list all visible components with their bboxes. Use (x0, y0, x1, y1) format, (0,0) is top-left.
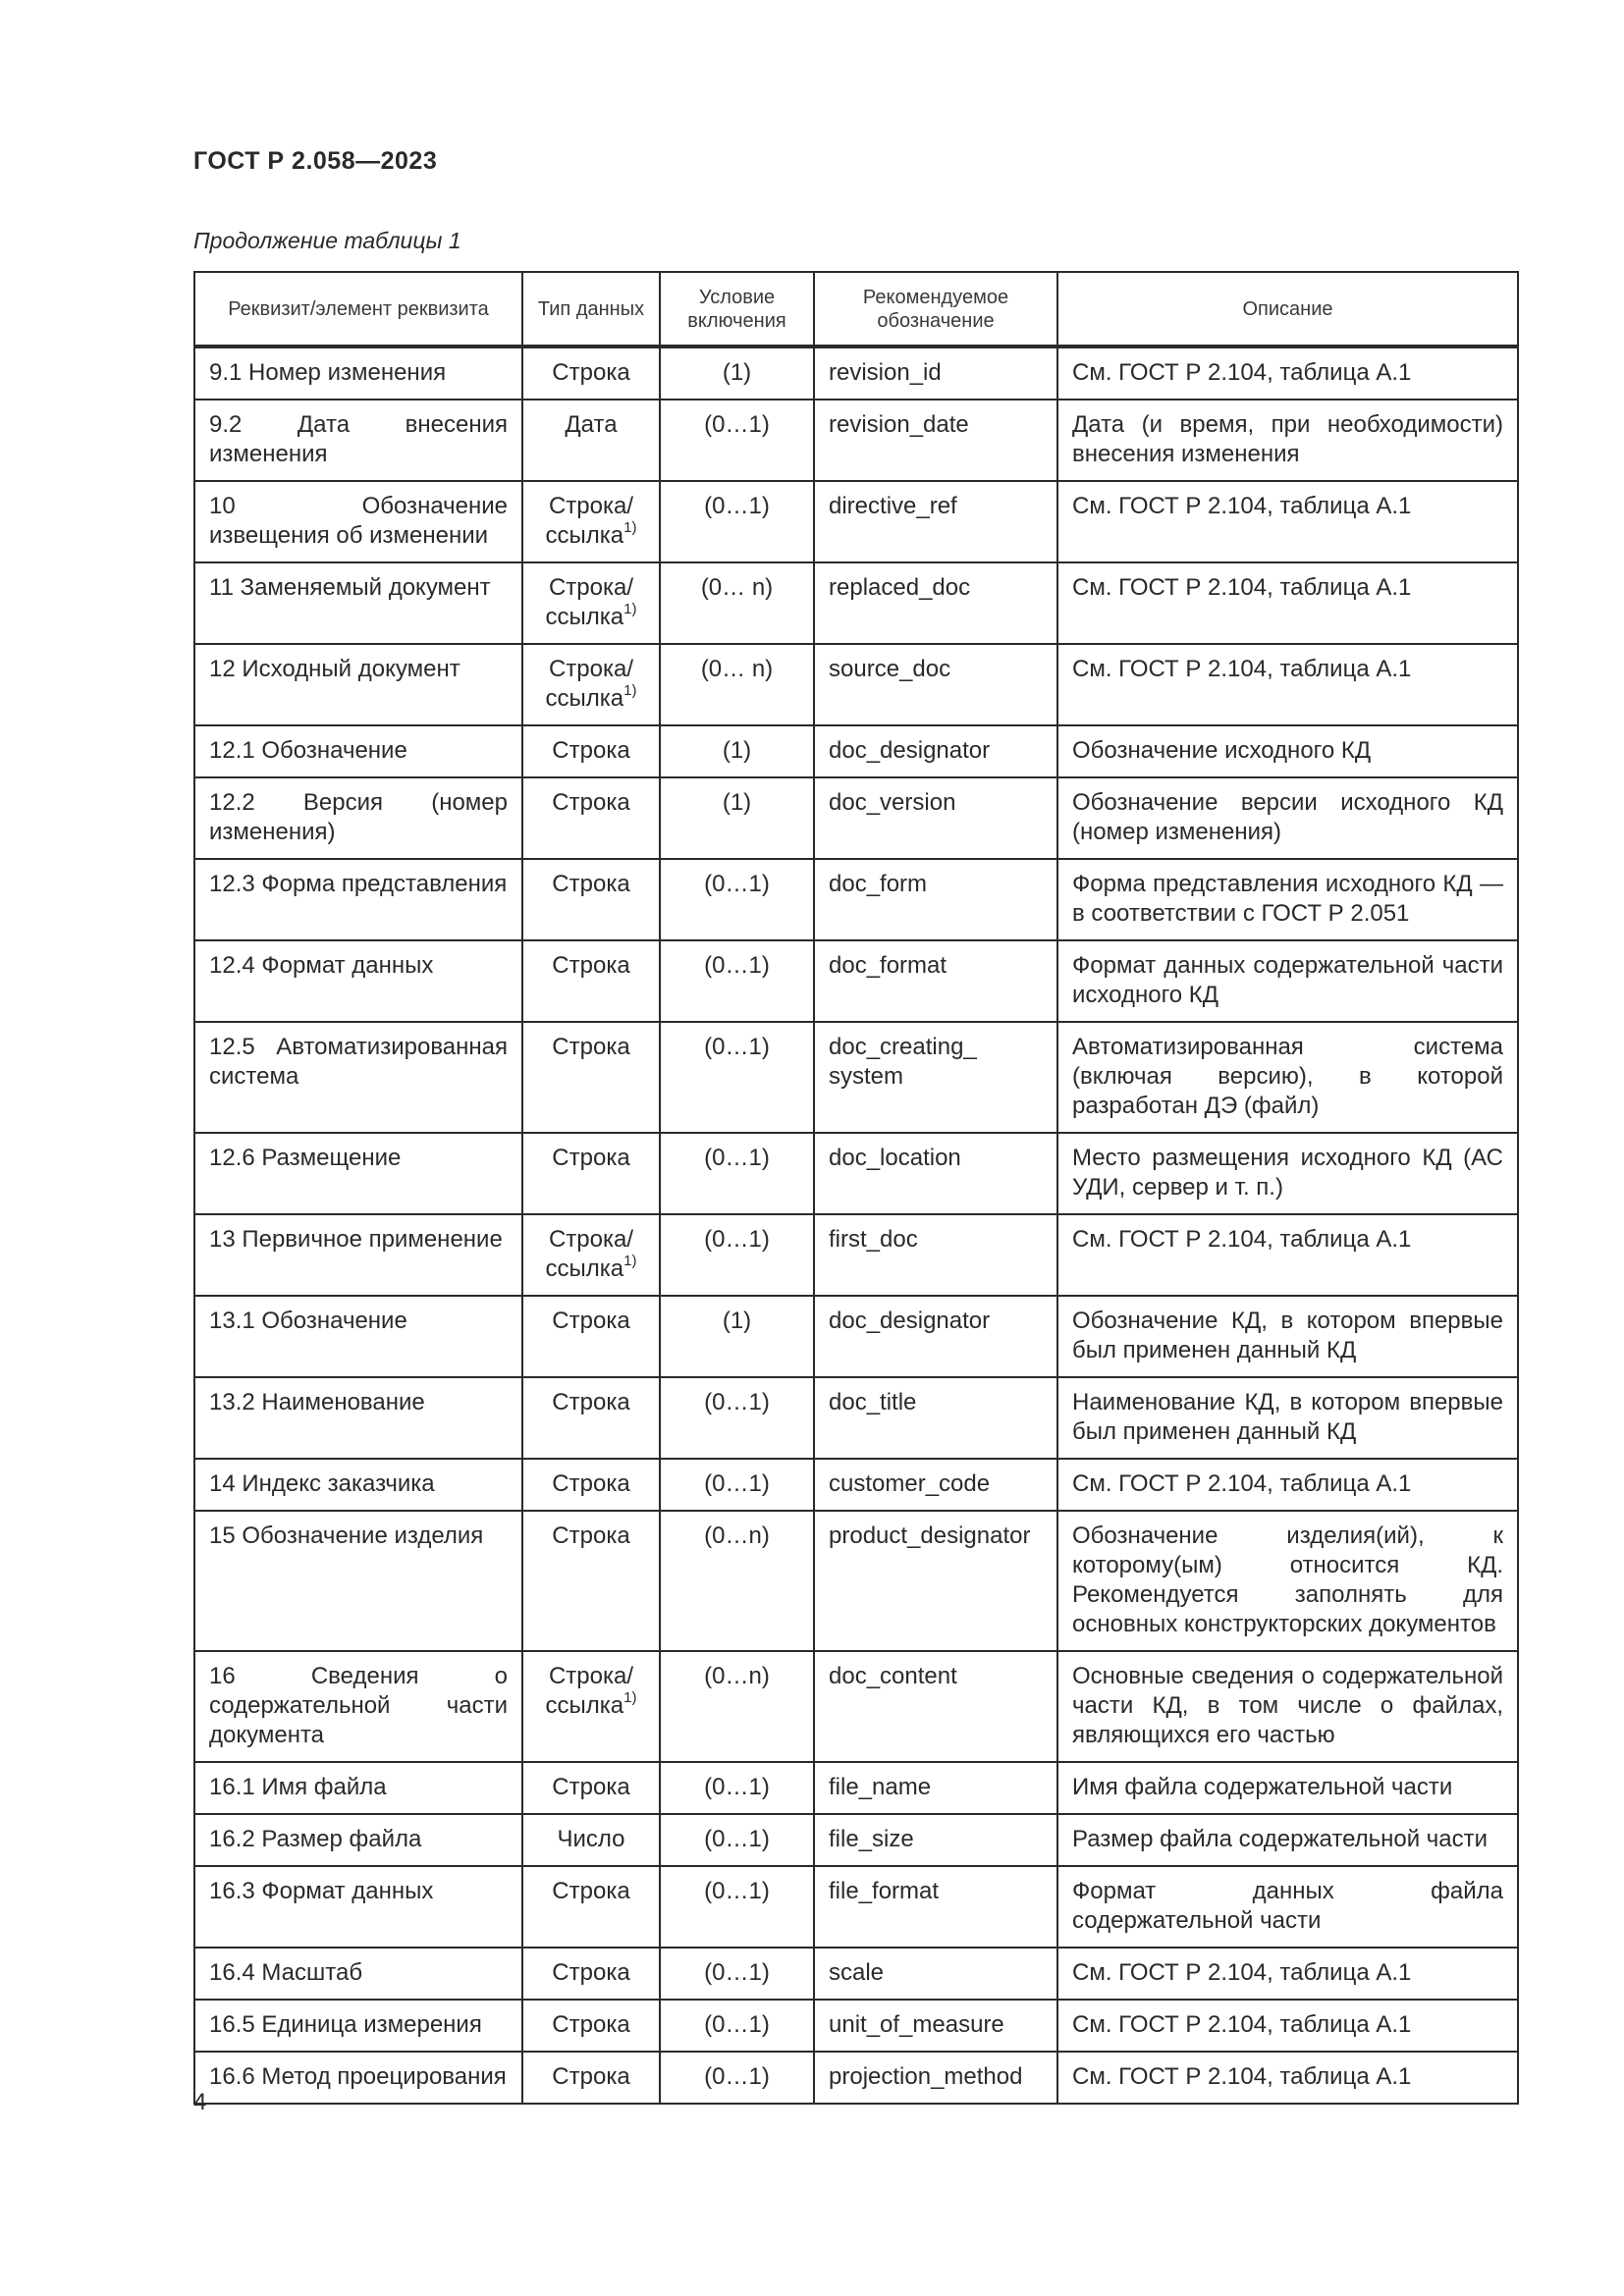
footnote-marker: 1) (623, 1253, 637, 1269)
table-row (194, 562, 1518, 644)
inclusion-condition-cell: (0…1) (660, 1214, 814, 1296)
inclusion-condition-cell: (0…n) (660, 1511, 814, 1651)
requisites-table (193, 271, 1519, 2105)
inclusion-condition-cell: (0…1) (660, 1022, 814, 1133)
header-requisite: Реквизит/элемент реквизита (194, 272, 522, 347)
description-cell: См. ГОСТ Р 2.104, таблица А.1 (1057, 1948, 1518, 2000)
requisite-cell: 16.5 Единица измерения (194, 2000, 522, 2052)
table-row (194, 1133, 1518, 1214)
description-cell: Основные сведения о содержательной части КД, в том числе о файлах, являющихся его частью (1057, 1651, 1518, 1762)
recommended-designation-cell: customer_code (814, 1459, 1057, 1511)
inclusion-condition-cell: (1) (660, 777, 814, 859)
data-type-text: Строка (552, 2063, 630, 2090)
table-row (194, 2000, 1518, 2052)
standard-title: ГОСТ Р 2.058—2023 (193, 147, 438, 175)
data-type-cell (522, 1459, 660, 1511)
data-type-cell (522, 562, 660, 644)
data-type-cell (522, 1214, 660, 1296)
data-type-text: Строка (552, 1959, 630, 1986)
table-row (194, 1948, 1518, 2000)
recommended-designation-cell: doc_designator (814, 725, 1057, 777)
table-row (194, 1866, 1518, 1948)
description-cell: Дата (и время, при необходимости) внесения изменения (1057, 400, 1518, 481)
table-row (194, 1022, 1518, 1133)
requisite-cell: 13 Первичное применение (194, 1214, 522, 1296)
requisite-cell: 12.3 Форма представления (194, 859, 522, 940)
data-type-cell (522, 347, 660, 400)
inclusion-condition-cell: (0…1) (660, 1459, 814, 1511)
data-type-text: Строка (552, 1389, 630, 1415)
recommended-designation-cell: first_doc (814, 1214, 1057, 1296)
table-body (194, 347, 1518, 2104)
header-data-type: Тип данных (522, 272, 660, 347)
data-type-text: Строка/ ссылка (545, 493, 634, 549)
inclusion-condition-cell: (0…n) (660, 1651, 814, 1762)
table-continuation-label: Продолжение таблицы 1 (193, 228, 461, 253)
data-type-cell (522, 1948, 660, 2000)
requisite-cell: 9.1 Номер изменения (194, 347, 522, 400)
data-type-text: Строка (552, 789, 630, 816)
description-cell: См. ГОСТ Р 2.104, таблица А.1 (1057, 481, 1518, 562)
inclusion-condition-cell: (0…1) (660, 2052, 814, 2104)
description-cell: Формат данных файла содержательной части (1057, 1866, 1518, 1948)
recommended-designation-cell: scale (814, 1948, 1057, 2000)
description-cell: Обозначение КД, в котором впервые был применен данный КД (1057, 1296, 1518, 1377)
table-row (194, 400, 1518, 481)
recommended-designation-cell: doc_location (814, 1133, 1057, 1214)
requisite-cell: 10 Обозначение извещения об изменении (194, 481, 522, 562)
footnote-marker: 1) (623, 682, 637, 699)
data-type-cell (522, 1377, 660, 1459)
recommended-designation-cell: directive_ref (814, 481, 1057, 562)
requisite-cell: 15 Обозначение изделия (194, 1511, 522, 1651)
table-row (194, 725, 1518, 777)
description-cell: См. ГОСТ Р 2.104, таблица А.1 (1057, 644, 1518, 725)
data-type-cell (522, 2052, 660, 2104)
table-header (194, 272, 1518, 347)
inclusion-condition-cell: (0…1) (660, 940, 814, 1022)
table-row (194, 1214, 1518, 1296)
header-recommended-designation: Рекомендуемое обозначение (814, 272, 1057, 347)
description-cell: См. ГОСТ Р 2.104, таблица А.1 (1057, 347, 1518, 400)
recommended-designation-cell: doc_format (814, 940, 1057, 1022)
data-type-text: Число (557, 1826, 625, 1852)
description-cell: Место размещения исходного КД (АС УДИ, сервер и т. п.) (1057, 1133, 1518, 1214)
recommended-designation-cell: file_size (814, 1814, 1057, 1866)
inclusion-condition-cell: (0…1) (660, 1133, 814, 1214)
requisite-cell: 12.6 Размещение (194, 1133, 522, 1214)
header-row (194, 272, 1518, 347)
table-row (194, 2052, 1518, 2104)
description-cell: Наименование КД, в котором впервые был применен данный КД (1057, 1377, 1518, 1459)
description-cell: См. ГОСТ Р 2.104, таблица А.1 (1057, 1214, 1518, 1296)
table-row (194, 481, 1518, 562)
footnote-marker: 1) (623, 1689, 637, 1706)
requisite-cell: 16.1 Имя файла (194, 1762, 522, 1814)
data-type-text: Строка (552, 1878, 630, 1904)
requisite-cell: 16.2 Размер файла (194, 1814, 522, 1866)
requisite-cell: 13.2 Наименование (194, 1377, 522, 1459)
requisite-cell: 12.2 Версия (номер изменения) (194, 777, 522, 859)
table-row (194, 1814, 1518, 1866)
data-type-text: Строка (552, 1034, 630, 1060)
recommended-designation-cell: doc_creating_ system (814, 1022, 1057, 1133)
recommended-designation-cell: doc_form (814, 859, 1057, 940)
inclusion-condition-cell: (1) (660, 1296, 814, 1377)
data-type-text: Строка (552, 871, 630, 897)
table-row (194, 1296, 1518, 1377)
table-row (194, 859, 1518, 940)
requisite-cell: 16 Сведения о содержательной части документа (194, 1651, 522, 1762)
requisite-cell: 16.4 Масштаб (194, 1948, 522, 2000)
data-type-text: Строка/ ссылка (545, 574, 634, 630)
table-row (194, 1762, 1518, 1814)
data-type-text: Строка/ ссылка (545, 1663, 634, 1719)
inclusion-condition-cell: (1) (660, 347, 814, 400)
table-row (194, 1459, 1518, 1511)
inclusion-condition-cell: (0…1) (660, 859, 814, 940)
data-type-text: Строка (552, 359, 630, 386)
table-row (194, 1511, 1518, 1651)
data-type-cell (522, 1022, 660, 1133)
description-cell: Размер файла содержательной части (1057, 1814, 1518, 1866)
requisite-cell: 12.4 Формат данных (194, 940, 522, 1022)
inclusion-condition-cell: (0…1) (660, 481, 814, 562)
recommended-designation-cell: doc_title (814, 1377, 1057, 1459)
data-type-cell (522, 1133, 660, 1214)
description-cell: См. ГОСТ Р 2.104, таблица А.1 (1057, 2000, 1518, 2052)
footnote-marker: 1) (623, 519, 637, 536)
description-cell: Обозначение изделия(ий), к которому(ым) относится КД. Рекомендуется заполнять для основных конструкторских документов (1057, 1511, 1518, 1651)
data-type-cell (522, 1511, 660, 1651)
header-inclusion-condition: Условие включения (660, 272, 814, 347)
table-row (194, 347, 1518, 400)
description-cell: См. ГОСТ Р 2.104, таблица А.1 (1057, 2052, 1518, 2104)
data-type-text: Строка (552, 1522, 630, 1549)
recommended-designation-cell: source_doc (814, 644, 1057, 725)
data-type-cell (522, 1762, 660, 1814)
description-cell: Обозначение исходного КД (1057, 725, 1518, 777)
data-type-text: Строка (552, 1308, 630, 1334)
data-type-text: Строка (552, 2011, 630, 2038)
data-type-text: Строка (552, 952, 630, 979)
description-cell: Обозначение версии исходного КД (номер изменения) (1057, 777, 1518, 859)
data-type-cell (522, 777, 660, 859)
recommended-designation-cell: projection_method (814, 2052, 1057, 2104)
inclusion-condition-cell: (0…1) (660, 1866, 814, 1948)
recommended-designation-cell: unit_of_measure (814, 2000, 1057, 2052)
data-type-cell (522, 859, 660, 940)
footnote-marker: 1) (623, 601, 637, 617)
inclusion-condition-cell: (0…1) (660, 1762, 814, 1814)
recommended-designation-cell: product_designator (814, 1511, 1057, 1651)
requisite-cell: 9.2 Дата внесения изменения (194, 400, 522, 481)
data-type-cell (522, 400, 660, 481)
recommended-designation-cell: doc_designator (814, 1296, 1057, 1377)
description-cell: Автоматизированная система (включая версию), в которой разработан ДЭ (файл) (1057, 1022, 1518, 1133)
requisite-cell: 12 Исходный документ (194, 644, 522, 725)
requisite-cell: 14 Индекс заказчика (194, 1459, 522, 1511)
data-type-text: Строка/ ссылка (545, 656, 634, 712)
data-type-cell (522, 940, 660, 1022)
inclusion-condition-cell: (1) (660, 725, 814, 777)
data-type-cell (522, 1296, 660, 1377)
requisite-cell: 16.3 Формат данных (194, 1866, 522, 1948)
requisite-cell: 12.5 Автоматизированная система (194, 1022, 522, 1133)
data-type-cell (522, 1814, 660, 1866)
description-cell: См. ГОСТ Р 2.104, таблица А.1 (1057, 1459, 1518, 1511)
data-type-cell (522, 725, 660, 777)
data-type-cell (522, 481, 660, 562)
data-type-cell (522, 1651, 660, 1762)
data-type-cell (522, 2000, 660, 2052)
data-type-text: Дата (565, 411, 618, 438)
inclusion-condition-cell: (0…1) (660, 1377, 814, 1459)
inclusion-condition-cell: (0…1) (660, 1948, 814, 2000)
data-type-text: Строка/ ссылка (545, 1226, 634, 1282)
recommended-designation-cell: doc_version (814, 777, 1057, 859)
description-cell: Имя файла содержательной части (1057, 1762, 1518, 1814)
data-type-cell (522, 644, 660, 725)
recommended-designation-cell: revision_date (814, 400, 1057, 481)
data-type-text: Строка (552, 1774, 630, 1800)
inclusion-condition-cell: (0…1) (660, 2000, 814, 2052)
description-cell: См. ГОСТ Р 2.104, таблица А.1 (1057, 562, 1518, 644)
table-row (194, 1377, 1518, 1459)
requisite-cell: 11 Заменяемый документ (194, 562, 522, 644)
recommended-designation-cell: file_name (814, 1762, 1057, 1814)
data-type-text: Строка (552, 1470, 630, 1497)
recommended-designation-cell: revision_id (814, 347, 1057, 400)
requisite-cell: 16.6 Метод проецирования (194, 2052, 522, 2104)
table-row (194, 1651, 1518, 1762)
description-cell: Форма представления исходного КД — в соответствии с ГОСТ Р 2.051 (1057, 859, 1518, 940)
recommended-designation-cell: file_format (814, 1866, 1057, 1948)
data-type-text: Строка (552, 1145, 630, 1171)
description-cell: Формат данных содержательной части исходного КД (1057, 940, 1518, 1022)
table-row (194, 644, 1518, 725)
data-type-text: Строка (552, 737, 630, 764)
requisite-cell: 13.1 Обозначение (194, 1296, 522, 1377)
recommended-designation-cell: doc_content (814, 1651, 1057, 1762)
header-description: Описание (1057, 272, 1518, 347)
inclusion-condition-cell: (0…1) (660, 1814, 814, 1866)
requisite-cell: 12.1 Обозначение (194, 725, 522, 777)
inclusion-condition-cell: (0… n) (660, 644, 814, 725)
table-row (194, 940, 1518, 1022)
inclusion-condition-cell: (0… n) (660, 562, 814, 644)
page-number: 4 (193, 2089, 207, 2115)
recommended-designation-cell: replaced_doc (814, 562, 1057, 644)
data-type-cell (522, 1866, 660, 1948)
table-row (194, 777, 1518, 859)
inclusion-condition-cell: (0…1) (660, 400, 814, 481)
